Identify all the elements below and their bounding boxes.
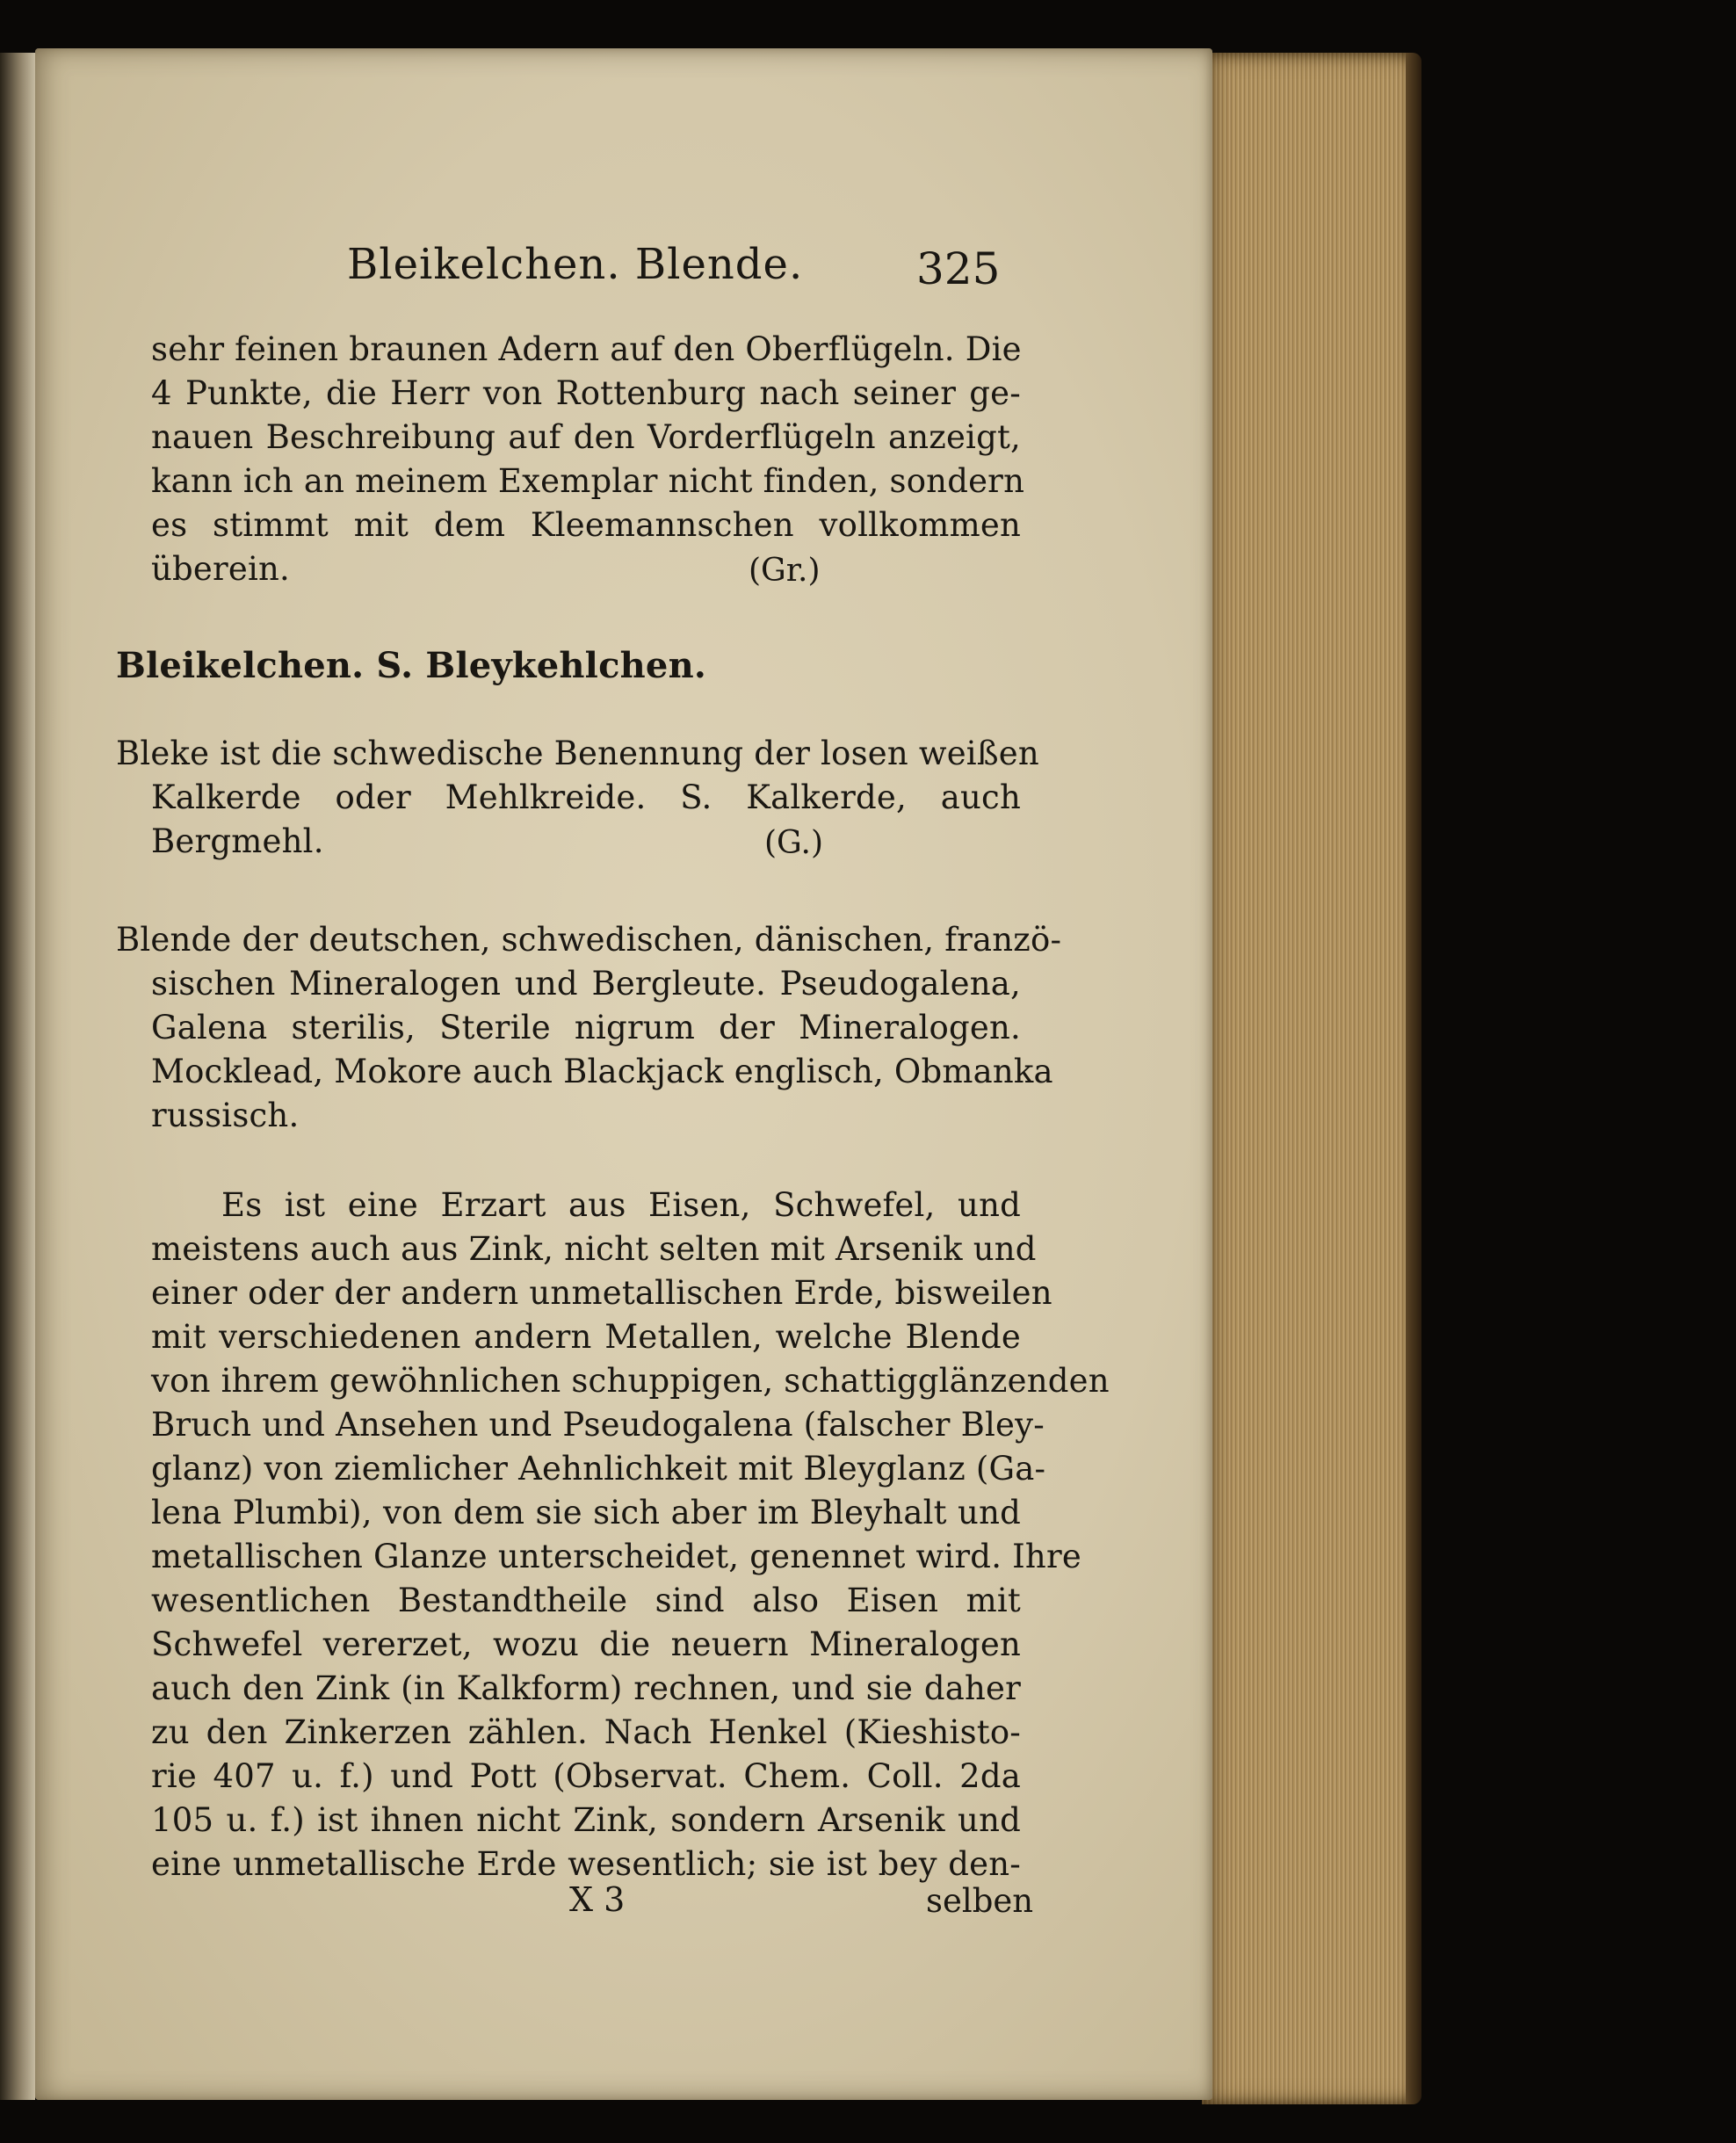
catchword: selben — [926, 1882, 1034, 1920]
text-line: Bruch und Ansehen und Pseudogalena (falscher Bley- — [151, 1406, 1045, 1444]
signature-mark: X 3 — [569, 1880, 626, 1919]
page-number: 325 — [916, 243, 1001, 294]
text-line: Es ist eine Erzart aus Eisen, Schwefel, und — [221, 1186, 1021, 1224]
text-line: lena Plumbi), von dem sie sich aber im Bleyhalt und — [151, 1494, 1021, 1531]
text-line: 4 Punkte, die Herr von Rottenburg nach seiner ge- — [151, 374, 1021, 412]
text-line: Schwefel vererzet, wozu die neuern Mineralogen — [151, 1625, 1021, 1663]
text-line: von ihrem gewöhnlichen schuppigen, schattigglänzenden — [151, 1362, 1110, 1400]
text-line: meistens auch aus Zink, nicht selten mit Arsenik und — [151, 1230, 1037, 1268]
entry-blende-line: Blende der deutschen, schwedischen, dänischen, franzö- — [116, 921, 1062, 959]
text-line: metallischen Glanze unterscheidet, genennet wird. Ihre — [151, 1538, 1081, 1575]
text-line: einer oder der andern unmetallischen Erde, bisweilen — [151, 1274, 1052, 1312]
text-line: zu den Zinkerzen zählen. Nach Henkel (Kieshisto- — [151, 1713, 1021, 1751]
entry-blende-line: russisch. — [151, 1097, 300, 1134]
text-line: wesentlichen Bestandtheile sind also Eisen mit — [151, 1582, 1021, 1619]
previous-page-edge — [0, 53, 35, 2100]
text-line: 105 u. f.) ist ihnen nicht Zink, sondern Arsenik und — [151, 1801, 1021, 1839]
author-siglum: (G.) — [764, 825, 824, 861]
entry-blende-line: Galena sterilis, Sterile nigrum der Mineralogen. — [151, 1009, 1021, 1046]
book-page-edges — [1202, 53, 1417, 2104]
author-siglum: (Gr.) — [749, 553, 821, 589]
text-line: eine unmetallische Erde wesentlich; sie ist bey den- — [151, 1845, 1021, 1883]
text-line: es stimmt mit dem Kleemannschen vollkommen — [151, 506, 1021, 544]
entry-bleikelchen: Bleikelchen. S. Bleykehlchen. — [116, 645, 706, 686]
entry-bleke-line: Bergmehl. — [151, 822, 324, 860]
text-line: rie 407 u. f.) und Pott (Observat. Chem. Coll. 2da — [151, 1757, 1021, 1795]
text-line: auch den Zink (in Kalkform) rechnen, und sie daher — [151, 1669, 1021, 1707]
text-line: glanz) von ziemlicher Aehnlichkeit mit Bleyglanz (Ga- — [151, 1450, 1046, 1488]
book-page — [35, 48, 1212, 2100]
text-line: überein. — [151, 550, 291, 588]
text-line: nauen Beschreibung auf den Vorderflügeln anzeigt, — [151, 418, 1021, 456]
entry-bleke-line: Kalkerde oder Mehlkreide. S. Kalkerde, auch — [151, 778, 1021, 816]
entry-blende-line: Mocklead, Mokore auch Blackjack englisch, Obmanka — [151, 1053, 1053, 1090]
entry-blende-line: sischen Mineralogen und Bergleute. Pseudogalena, — [151, 965, 1021, 1003]
text-line: kann ich an meinem Exemplar nicht finden, sondern — [151, 462, 1025, 500]
entry-bleke-line: Bleke ist die schwedische Benennung der losen weißen — [116, 735, 1039, 772]
book-cover-edge — [1406, 53, 1421, 2104]
text-line: sehr feinen braunen Adern auf den Oberflügeln. Die — [151, 330, 1022, 368]
running-title: Bleikelchen. Blende. — [347, 240, 804, 289]
text-line: mit verschiedenen andern Metallen, welche Blende — [151, 1318, 1021, 1356]
